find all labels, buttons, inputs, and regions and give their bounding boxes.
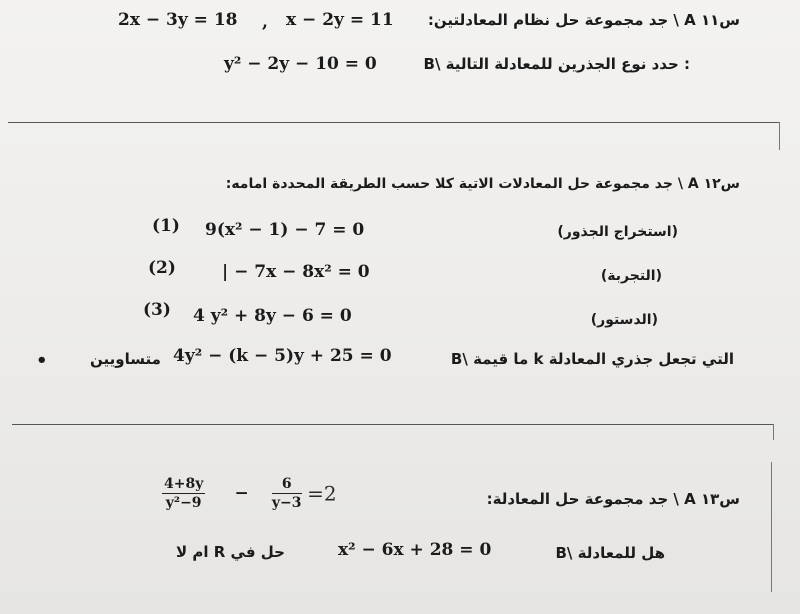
- q12-partB-label: B\ ما قيمة k التي تجعل جذري المعادلة: [450, 350, 734, 368]
- q11-eq1: 2x − 3y = 18: [118, 10, 238, 30]
- q13-frac1-denominator: y²−9: [165, 495, 202, 511]
- q12-item2-method: (التجربة): [600, 268, 662, 284]
- right-border-3: [771, 462, 772, 592]
- q12-item3-equation: 4 y² + 8y − 6 = 0: [193, 306, 352, 326]
- right-border-1: [779, 122, 780, 150]
- right-border-2: [773, 424, 774, 440]
- q12-title: س١٢ A \ جد مجموعة حل المعادلات الاتية كلا حسب الطريقة المحددة امامه:: [225, 176, 740, 192]
- q13-partB-tail: حل في R ام لا: [176, 543, 285, 561]
- q12-item1-number: (1): [152, 216, 180, 236]
- q13-fraction-1: [162, 476, 205, 511]
- q12-item3-method: (الدستور): [590, 312, 658, 328]
- q13-partB-label: B\ هل للمعادلة: [555, 544, 665, 562]
- q11-partB-label: B\ حدد نوع الجذرين للمعادلة التالية :: [423, 55, 690, 73]
- q12-item1-method: (استخراج الجذور): [557, 224, 678, 240]
- q12-item2-number: (2): [148, 258, 176, 278]
- q13-frac2-numerator: 6: [272, 476, 302, 494]
- q13-partB-equation: x² − 6x + 28 = 0: [338, 540, 492, 560]
- q13-frac1-numerator: 4+8y: [164, 476, 204, 492]
- q12-partB-tail: متساويين: [90, 350, 161, 368]
- q11-title: س١١ A \ جد مجموعة حل نظام المعادلتين:: [427, 11, 740, 29]
- q12-partB-equation: 4y² − (k − 5)y + 25 = 0: [173, 346, 392, 366]
- q13-title: س١٣ A \ جد مجموعة حل المعادلة:: [486, 490, 740, 508]
- q12-item1-equation: 9(x² − 1) − 7 = 0: [205, 220, 365, 240]
- q12-item2-equation: | − 7x − 8x² = 0: [222, 262, 370, 282]
- q12-bullet: •: [36, 350, 48, 371]
- q12-item3-number: (3): [143, 300, 171, 320]
- q13-equation: [162, 476, 337, 511]
- q13-frac2-denominator: y−3: [271, 495, 302, 511]
- section-divider-1: [8, 122, 780, 123]
- q13-fraction-2: [272, 476, 302, 511]
- q11-eq2: x − 2y = 11: [286, 10, 394, 30]
- q13-minus: −: [234, 483, 249, 504]
- q11-separator: ,: [262, 12, 268, 32]
- section-divider-2: [12, 424, 774, 425]
- q13-rhs: =2: [307, 481, 337, 506]
- q11-partB-equation: y² − 2y − 10 = 0: [224, 54, 377, 74]
